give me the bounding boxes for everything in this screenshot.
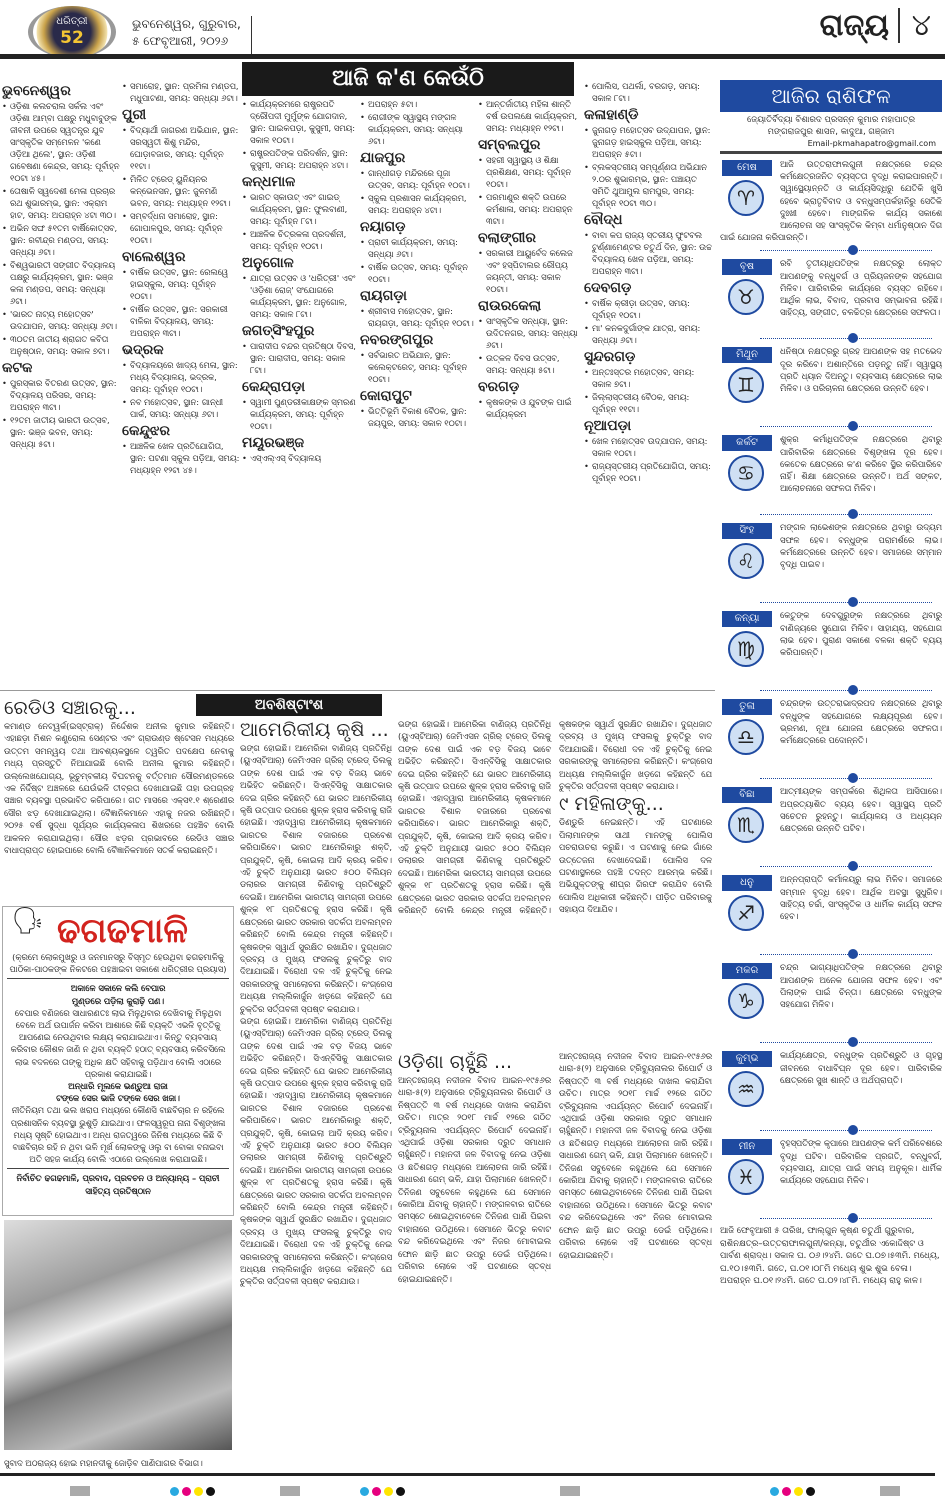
rashi-badge <box>720 697 776 759</box>
event-item: • ରାଜ୍ୟସ୍ତରୀୟ ପ୍ରତିଯୋଗିତା, ସମୟ: ପୂର୍ବାହ୍ନ ୧୦ଟା। <box>584 460 712 484</box>
registration-box-icon <box>280 1486 300 1496</box>
dotted-divider <box>760 514 932 515</box>
event-item: • ବିଶ୍ୱଭାରତୀ ସଙ୍ଗୀତ ବିଦ୍ୟାଳୟ ପକ୍ଷରୁ କାର୍ଯ୍ୟକ୍ରମ, ସ୍ଥାନ: ଭଞ୍ଜ କଳା ମଣ୍ଡପ, ସମୟ: ସନ୍ଧ୍ୟା ୬ଟା। <box>2 259 120 307</box>
event-item: • ସ୍ୱାମୀ ପୁଣ୍ଡରୀକାକ୍ଷଙ୍କ ସ୍ମରଣ କାର୍ଯ୍ୟକ୍ରମ, ସମୟ: ପୂର୍ବାହ୍ନ ୧୦ଟା। <box>242 396 358 432</box>
event-item: • ଉତ୍କଳ ଦିବସ ଉତ୍ସବ, ସମୟ: ସନ୍ଧ୍ୟା ୫ଟା। <box>478 352 580 376</box>
rashi-text: ବୃହସ୍ପତିଙ୍କ କୃପାରେ ଆପଣଙ୍କ କର୍ମ ପରିବେଶରେ ବୃଦ୍ଧି ଘଟିବ। ପରିବାରିକ ପ୍ରଗତି, ବନ୍ଧୁବର୍ଗ, ବ୍ୟବସାୟ, ଯାତ୍ରା ପାଇଁ ସମୟ ଅନୁକୂଳ। ଧାର୍ମିକ କାର୍ଯ୍ୟରେ ସହଯୋଗ ମିଳିବ। <box>780 1138 942 1186</box>
saying: ମୁଣ୍ଡରେ ପଡ଼ିଲା କୁରାଢ଼ି ପଣ। <box>71 995 165 1006</box>
divider-dot-icon <box>848 421 858 431</box>
fish-icon: ♓ <box>728 1159 764 1195</box>
event-item: • ଖେଳ ମହୋତ୍ସବ ଉଦ୍‌ଯାପନ, ସମୟ: ସକାଳ ୧୦ଟା। <box>584 435 712 459</box>
rashi-scales <box>720 697 942 783</box>
event-item: • ଅନ୍ତଃସ୍ତର ମହୋତ୍ସବ, ସମୟ: ସକାଳ ୭ଟା। <box>584 366 712 390</box>
event-item: • ଜୁନାଗଡ଼ ମହୋତ୍ସବ ଉଦ୍‌ଯାପନ, ସ୍ଥାନ: ଜୁନାଗଡ଼ ହାଇସ୍କୁଲ ପଡ଼ିଆ, ସମୟ: ଅପରାହ୍ନ ୫ଟା। <box>584 124 712 160</box>
divider-dot-icon <box>848 861 858 871</box>
article-agri <box>240 718 392 1458</box>
event-list <box>122 124 240 246</box>
rashi-badge <box>720 257 776 319</box>
rashifal-title: ଆଜିର ରାଶିଫଳ <box>720 80 942 112</box>
section-name: ରାଜ୍ୟ <box>819 8 889 43</box>
event-list <box>478 154 580 227</box>
event-item: • ସ୍କୁଲ ପ୍ରଶାସନ କାର୍ଯ୍ୟକ୍ରମ, ସମୟ: ଅପରାହ୍ନ ୪ଟା। <box>360 192 476 216</box>
events-column <box>242 98 358 690</box>
district-heading: ରାଉରକେଲା <box>478 298 542 314</box>
district-heading: କେନ୍ଦୁଝର <box>122 423 171 439</box>
bull-icon: ♉ <box>728 279 764 315</box>
registration-dot-icon <box>770 1487 779 1496</box>
event-item: • ରାଷ୍ଟ୍ରପତିଙ୍କ ପରିଦର୍ଶନ, ସ୍ଥାନ: କୁସୁମୀ, ସମୟ: ଅପରାହ୍ନ ୪ଟା। <box>242 147 358 171</box>
rashi-text: ଅନ୍ନପ୍ରାପ୍ତି କର୍ମାଳୟରୁ ଲାଭ ମିଳିବ। ସମାଜରେ ସମ୍ମାନ ବୃଦ୍ଧି ହେବ। ଆର୍ଥିକ ଅବସ୍ଥା ସୁଧୁରିବ। ସାହିତ୍ୟ ଚର୍ଚ୍ଚା, ସାଂସ୍କୃତିକ ଓ ଧାର୍ମିକ କାର୍ଯ୍ୟ ସଫଳ ହେବ। <box>780 874 942 922</box>
rashi-scorpion <box>720 785 942 871</box>
event-item: • ବ୍ଲକସ୍ତରୀୟ ସମ୍ପୂର୍ଣ୍ଣତା ଅଭିଯାନ ୨.୦ର ଶୁଭାରମ୍ଭ, ସ୍ଥାନ: ପଞ୍ଚାୟତ ସମିତି ଥୁଆମୁଲ ରାମପୁର, ସମୟ: ପୂର୍ବାହ୍ନ ୧୦ଟା ୩୦। <box>584 161 712 209</box>
rashi-badge <box>720 433 776 495</box>
registration-dot-icon <box>794 1487 803 1496</box>
article-headline: ରେଡିଓ ସଞ୍ଚାରକୁ... <box>4 697 136 719</box>
rashi-text: ଚନ୍ଦ୍ରଙ୍କ ଉତ୍ତରାଭାଦ୍ରପଦ ନକ୍ଷତ୍ରରେ ଥିବାରୁ ବନ୍ଧୁଙ୍କ ସହଯୋଗରେ ଲକ୍ଷ୍ୟପୂରଣ ହେବ। ଭ୍ରମଣ, ନୂଆ ଯୋଜନା କ୍ଷେତ୍ରରେ ସଫଳତା। କର୍ମକ୍ଷେତ୍ରରେ ପଦୋନ୍ନତି। <box>780 698 942 746</box>
event-item: • ବାର୍ଷିକ ଉତ୍ସବ, ସ୍ଥାନ: ସରକାରୀ ବାଳିକା ବିଦ୍ୟାଳୟ, ସମୟ: ଅପରାହ୍ନ ୩ଟା। <box>122 303 240 339</box>
rashi-badge <box>720 158 776 220</box>
event-list <box>2 377 120 450</box>
event-list <box>360 405 476 429</box>
article-body: ଡିଣ୍ଡୁରି ନେଇଛନ୍ତି। ଏହି ଘଟଣାରେ ପିଲାମାନଙ୍କ ସାଥୀ ମାନଙ୍କୁ ପୋଲିସ ପଚରାଉଚରା କରୁଛି। ଏ ଘଟଣାକୁ ନେଇ ଗାଁରେ ଉତ୍ତେଜନା ଦେଖାଦେଇଛି। ପୋଲିସ ଦଳ ଘଟଣାସ୍ଥଳରେ ପହଞ୍ଚି ତଦନ୍ତ ଆରମ୍ଭ କରିଛି। ଅଭିଯୁକ୍ତଙ୍କୁ ଶୀଘ୍ର ଗିରଫ କରାଯିବ ବୋଲି ପୋଲିସ ଅଧିକାରୀ କହିଛନ୍ତି। ପୀଡ଼ିତ ପରିବାରକୁ ସହାୟତା ଦିଆଯିବ। <box>559 817 712 915</box>
event-item: • ଅଭିନ ସଙ୍ଘ ୫୧ତମ ବାର୍ଷିକୋତ୍ସବ, ସ୍ଥାନ: ରବୀନ୍ଦ୍ର ମଣ୍ଡପ, ସମୟ: ସନ୍ଧ୍ୟା ୬ଟା। <box>2 222 120 258</box>
event-item: • ନବ ମହୋତ୍ସବ, ସ୍ଥାନ: ଗାନ୍ଧୀ ପାର୍କ, ସମୟ: ସନ୍ଧ୍ୟା ୬ଟା। <box>122 396 240 420</box>
event-list <box>584 80 712 104</box>
rashi-twins <box>720 345 942 431</box>
rashi-bull <box>720 257 942 343</box>
rashi-text: କାର୍ଯ୍ୟକ୍ଷେତ୍ର, ବନ୍ଧୁଙ୍କ ପ୍ରତିଶ୍ରୁତି ଓ ଗୃହସ୍ଥ ଜୀବନରେ ବାଧାବିଘ୍ନ ଦୂର ହେବ। ପାରିବାରିକ କ୍ଷେତ୍ରରେ ସୁଖ ଶାନ୍ତି ଓ ଅର୍ଥପ୍ରାପ୍ତି। <box>780 1050 942 1085</box>
district-heading: କୋରାପୁଟ <box>360 388 412 404</box>
panchang-text: ଆଜି ଫେବୃଆରୀ ୫ ତାରିଖ, ଫାଲ୍‌ଗୁନ କୃଷ୍ଣ ଚତୁର୍ଥୀ ଗୁରୁବାର, ରାଶିନକ୍ଷତ୍ର–ଉତ୍ତରାଫାଲଗୁନୀ/କନ୍ୟା, ଚତୁର୍ଥୀର ଏକୋଦ୍ଦିଷ୍ଟ ଓ ପାର୍ବଣ ଶ୍ରାଦ୍ଧ। ସକାଳ ଘ. ୦୬।୨୪ମି. ଗତେ ଘ.୦୭।୫୩ମି. ମଧ୍ୟେ, ଘ.୧୦।୫୩ମି. ଗତେ, ଘ.୦୧।୦୮ମି ମଧ୍ୟେ ଶୁଭ ଶୁଭ ବେଳା। ଅପରାହ୍ନ ଘ.୦୧।୨୪ମି. ଗତେ ଘ.୦୨।୪୮ମି. ମଧ୍ୟେ ରାହୁ କାଳ। <box>720 1226 940 1287</box>
event-item: • ତୋଷାଳି ସ୍ୱଦେଶୀ ମେଳା ପ୍ରଚାର ରଥ ଶୁଭାରମ୍ଭ, ସ୍ଥାନ: ଏକ୍ରାମ ହାଟ, ସମୟ: ଅପରାହ୍ନ ୪ଟା ୩୦। <box>2 185 120 221</box>
event-list <box>584 124 712 209</box>
rashi-badge <box>720 609 776 671</box>
event-item: • ୩୦ତମ ଜାତୀୟ ଶ୍ରାଗତ କବିତା ଅନୁଷ୍ଠାନ, ସମୟ: ସକାଳ ୭ଟା। <box>2 333 120 357</box>
events-title: ଆଜି କ'ଣ କେଉଁଠି <box>242 62 574 96</box>
rashi-lion <box>720 521 942 607</box>
dateline: ଭୁବନେଶ୍ୱର, ଗୁରୁବାର, ୫ ଫେବୃଆରୀ, ୨୦୨୬ <box>132 16 252 54</box>
divider-dot-icon <box>848 1037 858 1047</box>
district-heading: କଳାହାଣ୍ଡି <box>584 107 639 123</box>
rashi-label: କନ୍ୟା <box>722 611 772 627</box>
rashi-text: ମଙ୍ଗଳ ଲାଭେଶଙ୍କ ନକ୍ଷତ୍ରରେ ଥିବାରୁ ଉଦ୍ୟମ ସଫଳ ହେବ। ବନ୍ଧୁଙ୍କ ପରାମର୍ଶରେ ଲାଭ। କର୍ମକ୍ଷେତ୍ରରେ ଉନ୍ନତି ହେବ। ସମାଜରେ ସମ୍ମାନ ବୃଦ୍ଧି ପାଇବ। <box>780 522 942 570</box>
district-heading: ନବରଙ୍ଗପୁର <box>360 332 434 348</box>
event-list <box>122 266 240 339</box>
registration-dot-icon <box>806 1487 815 1496</box>
event-item: • କୃଷକଙ୍କ ଓ ଯୁବଙ୍କ ପାଇଁ କାର୍ଯ୍ୟକ୍ରମ <box>478 396 580 420</box>
event-list <box>478 396 580 420</box>
district-heading: କଟକ <box>2 360 33 376</box>
maiden-icon: ♍ <box>728 631 764 667</box>
event-item: • ଅପରାହ୍ନ ୫ଟା। <box>360 98 476 110</box>
district-heading: ସୁନ୍ଦରଗଡ଼ <box>584 349 636 365</box>
rashi-water-bearer <box>720 1049 942 1135</box>
rashi-text: ରବି ତୃତୀୟାଧିପତିଙ୍କ ନକ୍ଷତ୍ରରୁ ଲୋକ୍ତ ଆପଣଙ୍କୁ ବନ୍ଧୁବର୍ଗ ଓ ପ୍ରିୟଜନଙ୍କ ସହଯୋଗ ମିଳିବ। ପାରିବାରିକ କାର୍ଯ୍ୟରେ ବ୍ୟସ୍ତ ରହିବେ। ଆର୍ଥିକ ଲାଭ, ବିବାଦ, ପ୍ରବାସ ସମ୍ଭାବନା ରହିଛି। ସାହିତ୍ୟ, ସଙ୍ଗୀତ, ଚଳଚ୍ଚିତ୍ର କ୍ଷେତ୍ରରେ ସଫଳତା। <box>780 258 942 318</box>
event-item: • ସାଂସ୍କୃତିକ ସନ୍ଧ୍ୟା, ସ୍ଥାନ: ଉଦିତନଗର, ସମୟ: ସନ୍ଧ୍ୟା ୬ଟା। <box>478 315 580 351</box>
event-item: • ସର୍ବଭାରତ ଅଭିଯାନ, ସ୍ଥାନ: କଲେକ୍ଟରେଟ୍, ସମୟ: ପୂର୍ବାହ୍ନ ୧୦ଟା। <box>360 349 476 385</box>
dotted-divider <box>760 1130 932 1131</box>
district-heading: ଜଗତ୍‌ସିଂହପୁର <box>242 323 315 339</box>
district-heading: ବୌଦ୍ଧ <box>584 212 623 228</box>
event-item: • ଆନ୍ତର୍ଜାତୀୟ ମହିଳା ଶାନ୍ତି ବର୍ଷ ଉପଲକ୍ଷେ କାର୍ଯ୍ୟକ୍ରମ, ସମୟ: ମଧ୍ୟାହ୍ନ ୧୨ଟା। <box>478 98 580 134</box>
divider-dot-icon <box>848 949 858 959</box>
events-column <box>584 80 712 690</box>
registration-box-icon <box>560 1486 580 1496</box>
satellite-weather-image <box>4 1220 232 1450</box>
rashi-label: ବିଛା <box>722 787 772 803</box>
article-body-cont: ଭଙ୍ଗ ହୋଇଛି। ଆମେରିକା ବାଣିଜ୍ୟ ପ୍ରତିନିଧି (ୟୁଏସ୍‌ଟିଆର୍) ଜେମିଏସନ ଗ୍ରିର୍ ଟ୍ରେଡ୍ ଡିଲକୁ ତାଙ୍କ ଦେଶ ପାଇଁ ଏକ ବଡ଼ ବିଜୟ ଭାବେ ଅଭିହିତ କରିଛନ୍ତି। ସିଏନ୍‌ବିସିକୁ ସାକ୍ଷାତକାର ଦେଇ ଗ୍ରିର କହିଛନ୍ତି ଯେ ଭାରତ ଆମେରିକୀୟ କୃଷି ଉତ୍ପାଦ ଉପରେ ଶୁଳ୍କ ହ୍ରାସ କରିବାକୁ ରାଜି ହୋଇଛି। ଏହାଦ୍ୱାରା ଆମେରିକୀୟ କୃଷକମାନେ ଭାରତର ବିଶାଳ ବଜାରରେ ପ୍ରବେଶ କରିପାରିବେ। ଭାରତ ଆମେରିକାରୁ ଶକ୍ତି, ପ୍ରଯୁକ୍ତି, କୃଷି, କୋଇଲା ଆଦି କ୍ରୟ କରିବ। ଏହି ଚୁକ୍ତି ଅନୁଯାୟୀ ଭାରତ ୫୦୦ ବିଲିୟନ ଡଲାରର ସାମଗ୍ରୀ କିଣିବାକୁ ପ୍ରତିଶ୍ରୁତି ଦେଇଛି। ଆମେରିକା ଭାରତୀୟ ସାମଗ୍ରୀ ଉପରେ ଶୁଳ୍କ ୧୮ ପ୍ରତିଶତକୁ ହ୍ରାସ କରିଛି। କୃଷି କ୍ଷେତ୍ରରେ ଭାରତ ସରକାର ସତର୍କତା ଅବଲମ୍ବନ କରିଛନ୍ତି ବୋଲି କେନ୍ଦ୍ର ମନ୍ତ୍ରୀ କହିଛନ୍ତି। କୃଷକଙ୍କ ସ୍ୱାର୍ଥ ସୁରକ୍ଷିତ ରଖାଯିବ। ଦୁଗ୍ଧଜାତ ଦ୍ରବ୍ୟ ଓ ମୁଖ୍ୟ ଫସଲକୁ ଚୁକ୍ତିରୁ ବାଦ ଦିଆଯାଇଛି। ବିରୋଧୀ ଦଳ ଏହି ଚୁକ୍ତିକୁ ନେଇ ସରକାରଙ୍କୁ ସମାଲୋଚନା କରିଛନ୍ତି। କଂଗ୍ରେସ ଅଧ୍ୟକ୍ଷ ମଲ୍ଲିକାର୍ଜୁନ ଖଡ଼ଗେ କହିଛନ୍ତି ଯେ ଚୁକ୍ତିର ସର୍ତ୍ତାବଳୀ ସ୍ପଷ୍ଟ କରାଯାଉ। <box>398 719 712 916</box>
divider-dot-icon <box>848 1213 858 1223</box>
rashi-badge <box>720 1137 776 1199</box>
article-headline: ଆମେରିକୀୟ କୃଷି ... <box>240 719 389 741</box>
event-item: • ପାରାଦୀପ ବନ୍ଦର ପ୍ରତିଷ୍ଠା ଦିବସ, ସ୍ଥାନ: ପାରାଦୀପ, ସମୟ: ସକାଳ ୮ଟା। <box>242 340 358 376</box>
dotted-divider <box>760 426 932 427</box>
rashi-text: ଆତ୍ମୀୟଙ୍କ ସମ୍ପର୍କରେ ଶିଥିଳତା ଆସିପାରେ। ଅପ୍ରତ୍ୟାଶିତ ବ୍ୟୟ ହେବ। ସ୍ୱାସ୍ଥ୍ୟ ପ୍ରତି ସଚେତନ ରୁହନ୍ତୁ। କାର୍ଯ୍ୟାଳୟ ଓ ଅଧ୍ୟୟନ କ୍ଷେତ୍ରରେ ଉନ୍ନତି ଘଟିବ। <box>780 786 942 834</box>
event-item: • ବାର୍ଷିକ ଉତ୍ସବ, ସ୍ଥାନ: ରେଲୱେ ହାଇସ୍କୁଲ, ସମୟ: ପୂର୍ବାହ୍ନ ୧୦ଟା। <box>122 266 240 302</box>
registration-dot-icon <box>360 1487 369 1496</box>
registration-dot-icon <box>182 1487 191 1496</box>
district-heading: ଦେବଗଡ଼ <box>584 280 632 296</box>
footer-caption: ସୁବାଦ ଅଠରାଜ୍ୟ ହୋଇ ମହାନଦୀକୁ ଜୋଡ଼ିବ ପାଣିପାଗର ବିଭାଗ। <box>4 1458 203 1468</box>
event-item: • କାର୍ଯ୍ୟକ୍ରମରେ ରାଷ୍ଟ୍ରପତି ଦ୍ରୌପଦୀ ମୁର୍ମୁଙ୍କ ଯୋଗଦାନ, ସ୍ଥାନ: ପାଇକପଡ଼ା, କୁସୁମୀ, ସମୟ: ସକାଳ ୧୦ଟା। <box>242 98 358 146</box>
rashi-goat <box>720 961 942 1047</box>
rashi-archer <box>720 873 942 959</box>
rashi-label: ମିଥୁନ <box>722 347 772 363</box>
event-item: • ରୋଗୀଙ୍କ ସ୍ୱାସ୍ଥ୍ୟ ମଙ୍ଗଳ କାର୍ଯ୍ୟକ୍ରମ, ସମୟ: ସନ୍ଧ୍ୟା ୬ଟା। <box>360 111 476 147</box>
events-column <box>478 98 580 690</box>
article-body-cont: ଭଙ୍ଗ ହୋଇଛି। ଆମେରିକା ବାଣିଜ୍ୟ ପ୍ରତିନିଧି (ୟୁଏସ୍‌ଟିଆର୍) ଜେମିଏସନ ଗ୍ରିର୍ ଟ୍ରେଡ୍ ଡିଲକୁ ତାଙ୍କ ଦେଶ ପାଇଁ ଏକ ବଡ଼ ବିଜୟ ଭାବେ ଅଭିହିତ କରିଛନ୍ତି। ସିଏନ୍‌ବିସିକୁ ସାକ୍ଷାତକାର ଦେଇ ଗ୍ରିର କହିଛନ୍ତି ଯେ ଭାରତ ଆମେରିକୀୟ କୃଷି ଉତ୍ପାଦ ଉପରେ ଶୁଳ୍କ ହ୍ରାସ କରିବାକୁ ରାଜି ହୋଇଛି। ଏହାଦ୍ୱାରା ଆମେରିକୀୟ କୃଷକମାନେ ଭାରତର ବିଶାଳ ବଜାରରେ ପ୍ରବେଶ କରିପାରିବେ। ଭାରତ ଆମେରିକାରୁ ଶକ୍ତି, ପ୍ରଯୁକ୍ତି, କୃଷି, କୋଇଲା ଆଦି କ୍ରୟ କରିବ। ଏହି ଚୁକ୍ତି ଅନୁଯାୟୀ ଭାରତ ୫୦୦ ବିଲିୟନ ଡଲାରର ସାମଗ୍ରୀ କିଣିବାକୁ ପ୍ରତିଶ୍ରୁତି ଦେଇଛି। ଆମେରିକା ଭାରତୀୟ ସାମଗ୍ରୀ ଉପରେ ଶୁଳ୍କ ୧୮ ପ୍ରତିଶତକୁ ହ୍ରାସ କରିଛି। କୃଷି କ୍ଷେତ୍ରରେ ଭାରତ ସରକାର ସତର୍କତା ଅବଲମ୍ବନ କରିଛନ୍ତି ବୋଲି କେନ୍ଦ୍ର ମନ୍ତ୍ରୀ କହିଛନ୍ତି। କୃଷକଙ୍କ ସ୍ୱାର୍ଥ ସୁରକ୍ଷିତ ରଖାଯିବ। ଦୁଗ୍ଧଜାତ ଦ୍ରବ୍ୟ ଓ ମୁଖ୍ୟ ଫସଲକୁ ଚୁକ୍ତିରୁ ବାଦ ଦିଆଯାଇଛି। ବିରୋଧୀ ଦଳ ଏହି ଚୁକ୍ତିକୁ ନେଇ ସରକାରଙ୍କୁ ସମାଲୋଚନା କରିଛନ୍ତି। କଂଗ୍ରେସ ଅଧ୍ୟକ୍ଷ ମଲ୍ଲିକାର୍ଜୁନ ଖଡ଼ଗେ କହିଛନ୍ତି ଯେ ଚୁକ୍ତିର ସର୍ତ୍ତାବଳୀ ସ୍ପଷ୍ଟ କରାଯାଉ। <box>240 1015 392 1287</box>
district-heading: ଭୁବନେଶ୍ୱର <box>2 83 71 99</box>
event-list <box>360 167 476 216</box>
scales-icon: ♎ <box>728 719 764 755</box>
events-column <box>360 98 476 690</box>
event-list <box>122 440 240 476</box>
twins-icon: ♊ <box>728 367 764 403</box>
rashi-badge <box>720 521 776 583</box>
event-list <box>360 236 476 285</box>
events-column <box>2 80 120 690</box>
district-heading: ରାୟଗଡ଼ା <box>360 288 407 304</box>
event-item: • ସମାରୋହ, ସ୍ଥାନ: ପ୍ରମିଳା ମଣ୍ଡପ, ମଧୁପାଟଣା, ସମୟ: ସନ୍ଧ୍ୟା ୬ଟା। <box>122 80 240 104</box>
saying: ଅକାଳେ ସକାଳେ କଲି ବେପାର <box>70 983 166 994</box>
registration-box-icon <box>880 1486 900 1496</box>
district-heading: ବାଲେଶ୍ୱର <box>122 249 186 265</box>
event-list <box>122 80 240 104</box>
saying-explanation: ବେପାର ବଣିଜରେ ସାଧାରଣତଃ ଲାଭ ମିଳୁଥିବାର ଦେଖିବାକୁ ମିଳୁଥିବା ବେଳେ ଅର୍ଥ ଉପାର୍ଜନ କରିବା ଆଶାରେ କିଛି ବ୍ୟକ୍ତି ଏଭଳି ବୃତ୍ତିକୁ ଆପଣେଇ ନେଉଥିବାର ଲକ୍ଷ୍ୟ କରାଯାଇଥାଏ। କିନ୍ତୁ ବ୍ୟବସାୟ କରିବାର କୌଶଳ ଜାଣି ନ ଥିବା ବ୍ୟକ୍ତି ହଠାତ୍ ବ୍ୟବସାୟ କରିବସିଲେ ଲାଭ ବଦଳରେ ତାଙ୍କୁ ଅଧିକ କ୍ଷତି ସହିବାକୁ ପଡ଼ିଥାଏ ବୋଲି ଏଠାରେ ପ୍ରକାଶ କରାଯାଇଛି। <box>10 1007 226 1079</box>
rashifal-column <box>720 80 942 1288</box>
event-item: • ଗାନ୍ଧୀଗଡ଼ ମନ୍ଦିରରେ ପୂଜା ଉତ୍ସବ, ସମୟ: ପୂର୍ବାହ୍ନ ୧୦ଟା। <box>360 167 476 191</box>
divider-dot-icon <box>848 685 858 695</box>
event-item: • ବିଦ୍ୟାଳୟରେ ଖାଦ୍ୟ ମେଳା, ସ୍ଥାନ: ମଧ୍ୟ ବିଦ୍ୟାଳୟ, ଭଦ୍ରକ, ସମୟ: ପୂର୍ବାହ୍ନ ୧୦ଟା। <box>122 359 240 395</box>
article-mahila <box>398 718 712 1044</box>
event-list <box>242 272 358 320</box>
event-list <box>242 452 358 464</box>
dotted-divider <box>760 250 932 251</box>
newspaper-logo: ଧରିତ୍ରୀ 52 <box>28 6 116 58</box>
registration-dot-icon <box>206 1487 215 1496</box>
dotted-divider <box>760 338 932 339</box>
event-list <box>242 98 358 171</box>
remaining-section-title: ଅବଶିଷ୍ଟାଂଶ <box>196 694 382 716</box>
rashifal-signs <box>720 158 942 1223</box>
astrologer-email[interactable]: Email-pkmahapatro@gmail.com <box>807 139 936 148</box>
event-item: • ପୁରସ୍କାର ବିତରଣ ଉତ୍ସବ, ସ୍ଥାନ: ବିଦ୍ୟାଳୟ ପରିସର, ସମୟ: ଅପରାହ୍ନ ୩ଟା। <box>2 377 120 413</box>
event-list <box>584 366 712 415</box>
event-item: • ବାର୍ଷିକ କ୍ରୀଡ଼ା ଉତ୍ସବ, ସମୟ: ପୂର୍ବାହ୍ନ ୧୦ଟା। <box>584 297 712 321</box>
ram-icon: ♈ <box>728 180 764 216</box>
event-item: • ଯାତ୍ରା ଉତ୍ସବ ଓ 'ଧରିତ୍ରୀ' ଏବଂ 'ଓଡ଼ିଶା ରୋଜ୍' ସଂଯୋଗରେ କାର୍ଯ୍ୟକ୍ରମ, ସ୍ଥାନ: ଅନୁଗୋଳ, ସମୟ: ସକାଳ ୮ଟା। <box>242 272 358 320</box>
dotted-divider <box>760 1042 932 1043</box>
article-headline: ୯ ମହିଳାଙ୍କୁ... <box>559 793 664 816</box>
divider-dot-icon <box>848 245 858 255</box>
dhagadhamali-intro: (କ୍ରମେ ଲୋକମୁଖରୁ ଓ ଜନମାନସରୁ ବିସ୍ମୃତ ହେଉଥିବା ଢଗଢମାଳିକୁ ପାଠିକା-ପାଠକଙ୍କ ନିକଟରେ ପହଞ୍ଚାଇବା ସକାଶେ ଧରିତ୍ରୀର ପ୍ରୟାସ) <box>9 952 227 975</box>
divider-dot-icon <box>848 333 858 343</box>
event-item: • ସମ୍ବର୍ଦ୍ଧନା ସମାରୋହ, ସ୍ଥାନ: ଗୋପାଳପୁର, ସମୟ: ପୂର୍ବାହ୍ନ ୧୦ଟା। <box>122 210 240 246</box>
registration-dot-icon <box>384 1487 393 1496</box>
district-heading: ସମ୍ବଲପୁର <box>478 137 541 153</box>
district-heading: କେନ୍ଦ୍ରାପଡ଼ା <box>242 379 306 395</box>
goat-icon: ♑ <box>728 983 764 1019</box>
event-list <box>478 98 580 134</box>
article-body-cont: ଆନ୍ତଃରାଜ୍ୟ ନଦୀଜଳ ବିବାଦ ଆଇନ-୧୯୫୬ର ଧାରା-୫(୨) ଅନୁସାରେ ଟ୍ରିବ୍ୟୁନାଲର ରିପୋର୍ଟ ଓ ନିଷ୍ପତ୍ତି ୩ ବର୍ଷ ମଧ୍ୟରେ ଦାଖଲ କରାଯିବା ଉଚିତ। ମାତ୍ର ୨୦୧୮ ମାର୍ଚ୍ଚ ୧୨ରେ ଗଠିତ ଟ୍ରିବ୍ୟୁନାଲ ଏପର୍ଯ୍ୟନ୍ତ ରିପୋର୍ଟ ଦେଇନାହିଁ। ଏଥିପାଇଁ ଓଡ଼ିଶା ସରକାର ଦ୍ରୁତ ସମାଧାନ ଚାହୁଁଛନ୍ତି। ମହାନଦୀ ଜଳ ବିବାଦକୁ ନେଇ ଓଡ଼ିଶା ଓ ଛତିଶଗଡ଼ ମଧ୍ୟରେ ଆଲୋଚନା ଜାରି ରହିଛି। ସାଧାରଣ ଗେମ୍ ଭଳି, ଯାହା ପିଲାମାନେ ଖେଳନ୍ତି। ତିନିଜଣ ସବୁବେଳେ କହୁଥିଲେ ଯେ ସେମାନେ କୋରିଆ ଯିବାକୁ ଚାହାନ୍ତି। ମଙ୍ଗଳବାର ରାତିରେ ସମସ୍ତେ ଶୋଇଥିବାବେଳେ ତିନିଜଣ ପାଣି ପିଇବା ବାହାନାରେ ଉଠିଥିଲେ। ସେମାନେ ଭିତରୁ କବାଟ ବନ୍ଦ କରିଦେଇଥିଲେ ଏବଂ ନିଜର ମୋବାଇଲ ଫୋନ ଛାଡ଼ି ଛାତ ଉପରୁ ଡେଇଁ ପଡ଼ିଥିଲେ। ପରିବାର ଲୋକେ ଏହି ଘଟଣାରେ ସ୍ତବ୍ଧ ହୋଇଯାଇଛନ୍ତି। <box>559 1051 712 1260</box>
event-item: • ଆଞ୍ଚଳିକ ଖେଳ ପ୍ରତିଯୋଗିତା, ସ୍ଥାନ: ପଟଣା ସ୍କୁଲ ପଡ଼ିଆ, ସମୟ: ମଧ୍ୟାହ୍ନ ୧୨ଟା ୪୫। <box>122 440 240 476</box>
rashi-label: କୁମ୍ଭ <box>722 1051 772 1067</box>
event-list <box>360 349 476 385</box>
article-radio <box>4 696 234 900</box>
event-item: • ବିଦ୍ୟାର୍ଥୀ ଜାଗରଣ ଅଭିଯାନ, ସ୍ଥାନ: ସରସ୍ୱତୀ ଶିଶୁ ମନ୍ଦିର, ଘୋଡ଼ାବଜାର, ସମୟ: ପୂର୍ବାହ୍ନ ୧୧ଟା। <box>122 124 240 172</box>
page-number: ୪ <box>898 8 931 43</box>
rashi-badge <box>720 1049 776 1111</box>
astrologer-byline: ଜ୍ୟୋତିର୍ବିଦ୍ୟା ବିଶାରଦ ପ୍ରସନ୍ନ କୁମାର ମହାପାତ୍ର ମଙ୍ଗରାଜପୁର ଶାସନ, କାଦୁଆ, ଗଞ୍ଜାମ <box>746 115 916 137</box>
dotted-divider <box>760 1218 932 1219</box>
event-list <box>584 229 712 277</box>
event-list <box>242 191 358 252</box>
event-item: • ସହରୀ ସ୍ୱାସ୍ଥ୍ୟ ଓ ଶିକ୍ଷା ପ୍ରଶିକ୍ଷଣ, ସମୟ: ପୂର୍ବାହ୍ନ ୧୦ଟା। <box>478 154 580 190</box>
rashi-badge <box>720 961 776 1023</box>
article-body: ଆନ୍ତଃରାଜ୍ୟ ନଦୀଜଳ ବିବାଦ ଆଇନ-୧୯୫୬ର ଧାରା-୫(୨) ଅନୁସାରେ ଟ୍ରିବ୍ୟୁନାଲର ରିପୋର୍ଟ ଓ ନିଷ୍ପତ୍ତି ୩ ବର୍ଷ ମଧ୍ୟରେ ଦାଖଲ କରାଯିବା ଉଚିତ। ମାତ୍ର ୨୦୧୮ ମାର୍ଚ୍ଚ ୧୨ରେ ଗଠିତ ଟ୍ରିବ୍ୟୁନାଲ ଏପର୍ଯ୍ୟନ୍ତ ରିପୋର୍ଟ ଦେଇନାହିଁ। ଏଥିପାଇଁ ଓଡ଼ିଶା ସରକାର ଦ୍ରୁତ ସମାଧାନ ଚାହୁଁଛନ୍ତି। ମହାନଦୀ ଜଳ ବିବାଦକୁ ନେଇ ଓଡ଼ିଶା ଓ ଛତିଶଗଡ଼ ମଧ୍ୟରେ ଆଲୋଚନା ଜାରି ରହିଛି। ସାଧାରଣ ଗେମ୍ ଭଳି, ଯାହା ପିଲାମାନେ ଖେଳନ୍ତି। ତିନିଜଣ ସବୁବେଳେ କହୁଥିଲେ ଯେ ସେମାନେ କୋରିଆ ଯିବାକୁ ଚାହାନ୍ତି। ମଙ୍ଗଳବାର ରାତିରେ ସମସ୍ତେ ଶୋଇଥିବାବେଳେ ତିନିଜଣ ପାଣି ପିଇବା ବାହାନାରେ ଉଠିଥିଲେ। ସେମାନେ ଭିତରୁ କବାଟ ବନ୍ଦ କରିଦେଇଥିଲେ ଏବଂ ନିଜର ମୋବାଇଲ ଫୋନ ଛାଡ଼ି ଛାତ ଉପରୁ ଡେଇଁ ପଡ଼ିଥିଲେ। ପରିବାର ଲୋକେ ଏହି ଘଟଣାରେ ସ୍ତବ୍ଧ ହୋଇଯାଇଛନ୍ତି। <box>398 1075 551 1284</box>
event-item: • ମିଳିତ ଟ୍ରେଡ୍ ୟୁନିୟନର କନ୍‌ଭେନସନ, ସ୍ଥାନ: ଜୁଳମଣି ଭବନ, ସମୟ: ମଧ୍ୟାହ୍ନ ୧୨ଟା। <box>122 173 240 209</box>
rashi-label: ତୁଳା <box>722 699 772 715</box>
event-item: • ପ୍ରାଚୀ କାର୍ଯ୍ୟକ୍ରମ, ସମୟ: ସନ୍ଧ୍ୟା ୬ଟା। <box>360 236 476 260</box>
rashi-label: କର୍କଟ <box>722 435 772 451</box>
district-heading: ଭଦ୍ରକ <box>122 342 164 358</box>
article-odisha <box>398 1050 712 1458</box>
event-item: • ଜିଲ୍ଲାସ୍ତରୀୟ ବୈଠକ, ସମୟ: ପୂର୍ବାହ୍ନ ୧୧ଟା। <box>584 391 712 415</box>
event-list <box>242 396 358 432</box>
divider-dot-icon <box>848 509 858 519</box>
district-heading: ଅନୁଗୋଳ <box>242 255 294 271</box>
registration-dot-icon <box>782 1487 791 1496</box>
event-item: • ବାବା କପ ରାଜ୍ୟ ସ୍ତରୀୟ ଫୁଟବଲ ଟୁର୍ଣ୍ଣାମେଣ୍ଟର ଚତୁର୍ଥ ଦିନ, ସ୍ଥାନ: ଉଚ୍ଚ ବିଦ୍ୟାଳୟ ଖେଳ ପଡ଼ିଆ, ସମୟ: ଅପରାହ୍ନ ୩ଟା। <box>584 229 712 277</box>
event-item: • ଓଡ଼ିଶା କଲଚରାଲ ସର୍କଲ ଏବଂ ଓଡ଼ିଶା ଆମ୍ବା ପକ୍ଷରୁ ମଧୁବାବୁଙ୍କ ଜୀବନୀ ଉପରେ ସ୍ୱତନ୍ତ୍ର ଯୁବ ସାଂସ୍କୃତିକ ସମ୍ମେଳନ 'କଣେ ଓଡ଼ିଆ ଥିଲେ', ସ୍ଥାନ: ଓଡ଼ିଶୀ ଗବେଷଣା କେନ୍ଦ୍ର, ସମୟ: ପୂର୍ବାହ୍ନ ୧୦ଟା ୪୫। <box>2 100 120 184</box>
event-list <box>478 247 580 295</box>
rashi-label: ସିଂହ <box>722 523 772 539</box>
crab-icon: ♋ <box>728 455 764 491</box>
rashi-badge <box>720 873 776 935</box>
event-item: • ଆଞ୍ଚଳିକ ଚିତ୍ରକଳା ପ୍ରଦର୍ଶନୀ, ସମୟ: ପୂର୍ବାହ୍ନ ୧୦ଟା। <box>242 228 358 252</box>
rashi-crab <box>720 433 942 519</box>
article-body: କମାଣ୍ଡ ନେଟ୍‌ୱର୍କ(ଇସ୍‌ଟ୍ରାକ୍) ନିର୍ଦ୍ଦେଶକ ଅନୀଲ କୁମାର କହିଛନ୍ତି। ଏହାଛଡ଼ା ମିଶନ କଣ୍ଟ୍ରୋଲ ସେଣ୍ଟର ଏବଂ ଗ୍ରାଉଣ୍ଡ ଷ୍ଟେସନ ମଧ୍ୟରେ ଉତ୍ତମ ସମନ୍ୱୟ ତଥା ଆବଶ୍ୟକସ୍ଥଳେ ତ୍ୱରିତ ପଦକ୍ଷେପ ନେବାକୁ ମଧ୍ୟ ପ୍ରସ୍ତୁତି ନିଆଯାଇଛି ବୋଲି ଅନୀଲ କୁମାର କହିଛନ୍ତି। ଉଲ୍ଲେଖଯୋଗ୍ୟ, ଭୂଚୁମ୍ବକୀୟ ବିଘଟନକୁ ବର୍ତ୍ତମାନ ସୌରମଣ୍ଡଳରେ ଏକ ନିର୍ଦ୍ଦିଷ୍ଟ ଅଞ୍ଚଳରେ ଯେଉଁଭଳି ତୀବ୍ରତା ଦେଖାଯାଇଛି ତାହା ଉପଗ୍ରହ ସଞ୍ଚାର ବ୍ୟବସ୍ଥା ପ୍ରଭାବିତ କରିପାରେ। ଗତ ମାସରେ ଏକ୍ସ୧.୧ ଶ୍ରେଣୀର ସୌର ଝଡ଼ ଦେଖାଯାଇଥିଲା। ବୈଜ୍ଞାନିକମାନେ ଏହାକୁ ନଜର ରଖିଛନ୍ତି। ୨୦୨୫ ବର୍ଷ ସୁଦ୍ଧା ସୂର୍ଯ୍ୟର କାର୍ଯ୍ୟକଳାପ ଶିଖରରେ ପହଞ୍ଚିବ ବୋଲି ଆକଳନ କରାଯାଇଥିଲା। ସୌର ଝଡ଼ର ପ୍ରଭାବରେ ରେଡିଓ ସଞ୍ଚାର ବାଧାପ୍ରାପ୍ତ ହୋଇପାରେ ବୋଲି ବୈଜ୍ଞାନିକମାନେ ସତର୍କ କରାଇଛନ୍ତି। <box>4 721 234 856</box>
article-headline: ଓଡ଼ିଶା ଚାହୁଁଛି ... <box>398 1051 513 1073</box>
district-heading: ବଲାଙ୍ଗୀର <box>478 230 536 246</box>
event-list <box>584 435 712 484</box>
water-bearer-icon: ♒ <box>728 1071 764 1107</box>
registration-dot-icon <box>396 1487 405 1496</box>
event-item: • ଭିତ୍ତିଭୂମି ବିକାଶ ବୈଠକ, ସ୍ଥାନ: ଜୟପୁର, ସମୟ: ସକାଳ ୧୦ଟା। <box>360 405 476 429</box>
dotted-divider <box>760 866 932 867</box>
rashi-badge <box>720 345 776 407</box>
dhagadhamali-credit: ନିର୍ବାଚିତ ଢଗଢମାଳି, ପ୍ରବାଦ, ପ୍ରବଚନ ଓ ଅନ୍ୟାନ୍ୟ – ପ୍ରାଚୀ ସାହିତ୍ୟ ପ୍ରତିଷ୍ଠାନ <box>16 1173 220 1196</box>
event-item: • ପରମାଣୁର ଶକ୍ତି ଉପରେ କର୍ମଶାଳା, ସମୟ: ଅପରାହ୍ନ ୩ଟା। <box>478 191 580 227</box>
saying: ଟଙ୍କେ ସେର ଭାଜି ଟଙ୍କେ ସେର ଖଜା। <box>56 1093 180 1104</box>
article-body: ଭଙ୍ଗ ହୋଇଛି। ଆମେରିକା ବାଣିଜ୍ୟ ପ୍ରତିନିଧି (ୟୁଏସ୍‌ଟିଆର୍) ଜେମିଏସନ ଗ୍ରିର୍ ଟ୍ରେଡ୍ ଡିଲକୁ ତାଙ୍କ ଦେଶ ପାଇଁ ଏକ ବଡ଼ ବିଜୟ ଭାବେ ଅଭିହିତ କରିଛନ୍ତି। ସିଏନ୍‌ବିସିକୁ ସାକ୍ଷାତକାର ଦେଇ ଗ୍ରିର କହିଛନ୍ତି ଯେ ଭାରତ ଆମେରିକୀୟ କୃଷି ଉତ୍ପାଦ ଉପରେ ଶୁଳ୍କ ହ୍ରାସ କରିବାକୁ ରାଜି ହୋଇଛି। ଏହାଦ୍ୱାରା ଆମେରିକୀୟ କୃଷକମାନେ ଭାରତର ବିଶାଳ ବଜାରରେ ପ୍ରବେଶ କରିପାରିବେ। ଭାରତ ଆମେରିକାରୁ ଶକ୍ତି, ପ୍ରଯୁକ୍ତି, କୃଷି, କୋଇଲା ଆଦି କ୍ରୟ କରିବ। ଏହି ଚୁକ୍ତି ଅନୁଯାୟୀ ଭାରତ ୫୦୦ ବିଲିୟନ ଡଲାରର ସାମଗ୍ରୀ କିଣିବାକୁ ପ୍ରତିଶ୍ରୁତି ଦେଇଛି। ଆମେରିକା ଭାରତୀୟ ସାମଗ୍ରୀ ଉପରେ ଶୁଳ୍କ ୧୮ ପ୍ରତିଶତକୁ ହ୍ରାସ କରିଛି। କୃଷି କ୍ଷେତ୍ରରେ ଭାରତ ସରକାର ସତର୍କତା ଅବଲମ୍ବନ କରିଛନ୍ତି ବୋଲି କେନ୍ଦ୍ର ମନ୍ତ୍ରୀ କହିଛନ୍ତି। କୃଷକଙ୍କ ସ୍ୱାର୍ଥ ସୁରକ୍ଷିତ ରଖାଯିବ। ଦୁଗ୍ଧଜାତ ଦ୍ରବ୍ୟ ଓ ମୁଖ୍ୟ ଫସଲକୁ ଚୁକ୍ତିରୁ ବାଦ ଦିଆଯାଇଛି। ବିରୋଧୀ ଦଳ ଏହି ଚୁକ୍ତିକୁ ନେଇ ସରକାରଙ୍କୁ ସମାଲୋଚନା କରିଛନ୍ତି। କଂଗ୍ରେସ ଅଧ୍ୟକ୍ଷ ମଲ୍ଲିକାର୍ଜୁନ ଖଡ଼ଗେ କହିଛନ୍ତି ଯେ ଚୁକ୍ତିର ସର୍ତ୍ତାବଳୀ ସ୍ପଷ୍ଟ କରାଯାଉ। <box>240 743 392 1014</box>
district-heading: ନୟାଗଡ଼ <box>360 219 406 235</box>
rashi-text: ଶୁକ୍ର କର୍ମାଧିପତିଙ୍କ ନକ୍ଷତ୍ରରେ ଥିବାରୁ ପାରିବାରିକ କ୍ଷେତ୍ରରେ ବିଶୃଙ୍ଖଳା ଦୂର ହେବ। କେତେକ କ୍ଷେତ୍ରରେ କ'ଣ କରିବେ ସ୍ଥିର କରିପାରିବେ ନାହିଁ। ଶିକ୍ଷା କ୍ଷେତ୍ରରେ ଉନ୍ନତି। ଅର୍ଥ ସଙ୍କଟ, ଆଲୋଚନାରେ ସଫଳତା ମିଳିବ। <box>780 434 942 494</box>
rashi-label: ଧନୁ <box>722 875 772 891</box>
cartoon-faces-icon: 🗣 <box>11 906 45 936</box>
saying: ଅନ୍ଧାରି ମୂଲକେ ଭଣ୍ଡୁଆ ରାଜା <box>68 1081 168 1092</box>
event-list <box>242 340 358 376</box>
event-item: • ଏସ୍‌ଏଲ୍‌ଏସ୍ ବିଦ୍ୟାଳୟ <box>242 452 358 464</box>
rashi-text: ଚନ୍ଦ୍ର ଭାଗ୍ୟାଧିପତିଙ୍କ ନକ୍ଷତ୍ରରେ ଥିବାରୁ ଆପଣଙ୍କ ଅନେକ ଯୋଜନା ସଫଳ ହେବ। ଏବଂ ପିଲାଙ୍କ ପାଇଁ ଚିନ୍ତା। କ୍ଷେତ୍ରରେ ବନ୍ଧୁଙ୍କ ସହଯୋଗ ମିଳିବ। <box>780 962 942 1010</box>
event-list <box>360 305 476 329</box>
registration-dot-icon <box>170 1487 179 1496</box>
rashi-label: ବୃଷ <box>722 259 772 275</box>
event-list <box>360 98 476 147</box>
dotted-divider <box>760 778 932 779</box>
rashi-badge <box>720 785 776 847</box>
event-list <box>584 297 712 346</box>
rashi-text: ଧନିଷ୍ଠା ନକ୍ଷତ୍ରରୁ ଗ୍ରହ ଆପଣଙ୍କ ସହ ମତଭେଦ ଦୂର କରିବେ। ଅଶାନ୍ତିରେ ପଡ଼ନ୍ତୁ ନାହିଁ। ସ୍ୱାସ୍ଥ୍ୟ ପ୍ରତି ଧ୍ୟାନ ଦିଅନ୍ତୁ। ବ୍ୟବସାୟ କ୍ଷେତ୍ରରେ ଲାଭ ମିଳିବ। ଓ ପରିଚାଳନା କ୍ଷେତ୍ରରେ ଉନ୍ନତି ହେବ। <box>780 346 942 394</box>
dotted-divider <box>760 602 932 603</box>
divider-dot-icon <box>848 597 858 607</box>
event-item: • ୧୨ତମ ଜାତୀୟ ଭାରତୀ ଉତ୍ସବ, ସ୍ଥାନ: ଭଞ୍ଜ ଭବନ, ସମୟ: ସନ୍ଧ୍ୟା ୫ଟା। <box>2 414 120 450</box>
dhagadhamali-box <box>2 906 234 1216</box>
district-heading: ଯାଜପୁର <box>360 150 406 166</box>
event-item: • ଶ୍ରୀବାସ ମହୋତ୍ସବ, ସ୍ଥାନ: ରାୟଗଡ଼ା, ସମୟ: ପୂର୍ବାହ୍ନ ୧୦ଟା। <box>360 305 476 329</box>
rashi-label: ମେଷ <box>722 160 772 176</box>
district-heading: ନୂଆପଡ଼ା <box>584 418 632 434</box>
event-list <box>478 315 580 376</box>
event-item: • ପୋଲିସ, ପଥର୍ଲା, ବରଗଡ଼, ସମୟ: ସକାଳ ୮ଟା। <box>584 80 712 104</box>
registration-dot-icon <box>372 1487 381 1496</box>
district-heading: ପୁରୀ <box>122 107 147 123</box>
district-heading: ମୟୂରଭଞ୍ଜ <box>242 435 305 451</box>
event-item: • ସରକାରୀ ଆୟୁର୍ବେଦ କଲେଜ ଏବଂ ହସ୍ପିଟାଲର ରୌପ୍ୟ ଜୟନ୍ତୀ, ସମୟ: ସକାଳ ୧୦ଟା। <box>478 247 580 295</box>
saying-explanation: ନୀତିନିୟମ ତଥା ଭଲ ଖରାପ ମଧ୍ୟରେ କୌଣସି ବାଛବିଚାର ନ ରହିଲେ ପ୍ରଶାସନିକ ବ୍ୟବସ୍ଥା ଭୁଶୁଡ଼ି ଯାଇଥାଏ। ଫଳସ୍ୱରୂପ ନାନା ବିଶୃଙ୍ଖଳା ମଧ୍ୟ ସୃଷ୍ଟି ହୋଇଥାଏ। ଅନ୍ଧ ରାଜତ୍ୱରେ ଜିନିଷ ମଧ୍ୟରେ କିଛି ବି ବାଛବିଚାର ରହି ନ ଥିବା ଭଳି ମୂର୍ଖ ଲୋକଙ୍କୁ ଓଲୁ ବା ବୋକା ବନାଇବା ଅତି ସହଜ କାର୍ଯ୍ୟ ବୋଲି ଏଠାରେ ଉଲ୍ଲେଖ କରାଯାଇଛି। <box>10 1105 226 1165</box>
archer-icon: ♐ <box>728 895 764 931</box>
dotted-divider <box>760 954 932 955</box>
divider-dot-icon <box>848 1125 858 1135</box>
event-item: • ମା' କନକଦୁର୍ଗାଙ୍କ ଯାତ୍ରା, ସମୟ: ସନ୍ଧ୍ୟା ୬ଟା। <box>584 322 712 346</box>
rashi-text: କେତୁଙ୍କ ଦେବଗୁରୁଙ୍କ ନକ୍ଷତ୍ରରେ ଥିବାରୁ ବାଣିଜ୍ୟରେ ସୁଯୋଗ ମିଳିବ। ସାହାଯ୍ୟ, ସହଯୋଗ ଲାଭ ହେବ। ପୁରାଣ ସକାଶେ ବଳକା ଶକ୍ତି ବ୍ୟୟ କରିପାରନ୍ତି। <box>780 610 942 658</box>
lion-icon: ♌ <box>728 543 764 579</box>
divider-dot-icon <box>848 773 858 783</box>
rashi-label: ମକର <box>722 963 772 979</box>
header-divider <box>0 54 945 59</box>
event-item: • ଭାରତ ସ୍କାଉଟ୍ ଏବଂ ଗାଇଡ୍ କାର୍ଯ୍ୟକ୍ରମ, ସ୍ଥାନ: ଫୁଲବାଣୀ, ସମୟ: ପୂର୍ବାହ୍ନ ୮ଟା। <box>242 191 358 227</box>
rashi-label: ମୀନ <box>722 1139 772 1155</box>
registration-box-icon <box>70 1486 90 1496</box>
registration-dot-icon <box>194 1487 203 1496</box>
district-heading: କନ୍ଧମାଳ <box>242 174 296 190</box>
event-list <box>122 359 240 420</box>
rashi-ram <box>720 158 942 255</box>
rashi-fish <box>720 1137 942 1223</box>
events-column <box>122 80 240 690</box>
district-heading: ବରଗଡ଼ <box>478 379 520 395</box>
event-item: • ବାର୍ଷିକ ଉତ୍ସବ, ସମୟ: ପୂର୍ବାହ୍ନ ୧୦ଟା। <box>360 261 476 285</box>
dotted-divider <box>760 690 932 691</box>
rashi-text: ଆଜି ଉତ୍ତରାଫାଲଗୁନୀ ନକ୍ଷତ୍ରରେ ଚନ୍ଦ୍ର କର୍ମକ୍ଷେତ୍ରଜନିତ ବ୍ୟସ୍ତତା ବୃଦ୍ଧି କରାଇପାରନ୍ତି। ସ୍ୱାସ୍ଥ୍ୟୋନ୍ନତି ଓ କାର୍ଯ୍ୟସିଦ୍ଧିରୁ ଯେତିକି ଖୁସି ହେବେ ଭ୍ରାତୃବିବାଦ ଓ ବନ୍ଧୁସମ୍ପର୍କହାନିରୁ ସେତିକି ଦୁଃଖୀ ହେବେ। ମାଙ୍ଗଳିକ କାର୍ଯ୍ୟ ସକାଶେ ଆଲୋଚନା ସହ ସାଂସ୍କୃତିକ କିମ୍ବା ଧର୍ମାନୁଷ୍ଠାନ ଦିଗ ପାଇଁ ଯୋଜନା କରିପାରନ୍ତି। <box>720 159 942 243</box>
dhagadhamali-logo: ଢଗଢମାଳି <box>57 911 188 951</box>
footer-divider <box>0 1473 935 1476</box>
event-list <box>2 100 120 357</box>
rashi-maiden <box>720 609 942 695</box>
divider <box>0 690 715 691</box>
event-item: • 'ଭାରତ ନାଟ୍ୟ ମହୋତ୍ସବ' ଉଦଯାପନ, ସମୟ: ସନ୍ଧ୍ୟା ୬ଟା। <box>2 308 120 332</box>
scorpion-icon: ♏ <box>728 807 764 843</box>
divider <box>720 151 942 154</box>
